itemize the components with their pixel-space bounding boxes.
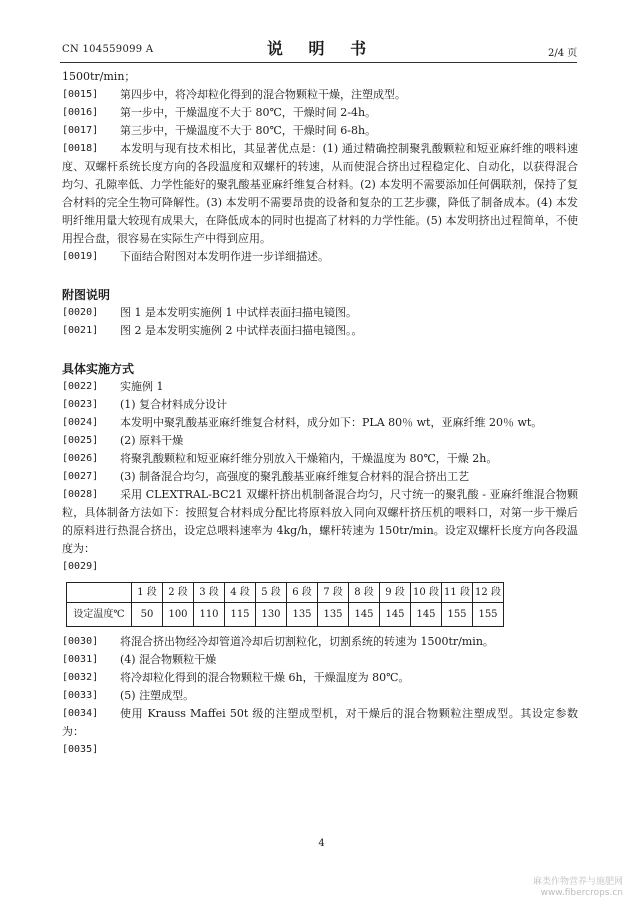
paragraph-number: [0033] bbox=[62, 690, 99, 701]
paragraph-text: 使用 Krauss Maffei 50t 级的注塑成型机，对干燥后的混合物颗粒注塑成型。其设定参数为： bbox=[62, 707, 578, 738]
table-segment-header: 9 段 bbox=[380, 583, 411, 603]
paragraph bbox=[62, 378, 578, 396]
paragraph bbox=[62, 741, 578, 759]
table-temperature-value: 50 bbox=[132, 603, 163, 627]
publication-number: CN 104559099 A bbox=[62, 44, 154, 55]
section-heading-embodiments: 具体实施方式 bbox=[62, 362, 135, 376]
paragraph-number: [0017] bbox=[62, 125, 99, 136]
paragraph bbox=[62, 396, 578, 414]
paragraph-group-a bbox=[62, 86, 578, 266]
paragraph-number: [0032] bbox=[62, 672, 99, 683]
table-segment-header: 4 段 bbox=[225, 583, 256, 603]
watermark-line: www.fibercrops.cn bbox=[540, 888, 623, 898]
paragraph bbox=[62, 705, 578, 741]
paragraph-number: [0020] bbox=[62, 307, 99, 318]
page-number: 4 bbox=[318, 838, 325, 849]
table-header-row bbox=[67, 583, 504, 603]
table-segment-header: 11 段 bbox=[442, 583, 473, 603]
paragraph bbox=[62, 450, 578, 468]
table-temperature-value: 145 bbox=[349, 603, 380, 627]
paragraph-number: [0024] bbox=[62, 417, 99, 428]
paragraph bbox=[62, 122, 578, 140]
table-row-label: 设定温度℃ bbox=[67, 603, 132, 627]
paragraph bbox=[62, 322, 578, 340]
paragraph-number: [0022] bbox=[62, 381, 99, 392]
table-temperature-value: 130 bbox=[256, 603, 287, 627]
paragraph-number: [0018] bbox=[62, 143, 99, 154]
page-indicator: 2/4 页 bbox=[548, 48, 578, 59]
paragraph-text bbox=[62, 558, 578, 576]
paragraph-text: (1) 复合材料成分设计 bbox=[120, 398, 228, 411]
paragraph-text: (3) 制备混合均匀，高强度的聚乳酸基亚麻纤维复合材料的混合挤出工艺 bbox=[120, 470, 470, 483]
paragraph-text: 本发明中聚乳酸基亚麻纤维复合材料，成分如下：PLA 80％ wt，亚麻纤维 20％ wt。 bbox=[120, 416, 543, 429]
paragraph bbox=[62, 432, 578, 450]
paragraph-text: 本发明与现有技术相比，其显著优点是：(1) 通过精确控制聚乳酸颗粒和短亚麻纤维的喂料速度、双螺杆系统长度方向的各段温度和双螺杆的转速，从而使混合挤出过程稳定化、自动化，以获得混合均匀、孔隙率低、力学性能好的聚乳酸基亚麻纤维复合材料。(2) 本发明不需要添加任何偶联剂，保持了复合材料的完全生物可降解性。(3) 本发明不需要昂贵的设备和复杂的工艺步骤，降低了制备成本。(4) 本发明纤维用量大较现有成果大，在降低成本的同时也提高了材料的力学性能。(5) 本发明挤出过程简单，不使用捏合盘，很容易在实际生产中得到应用。 bbox=[62, 142, 578, 245]
paragraph-text: (5) 注塑成型。 bbox=[120, 689, 195, 702]
table-segment-header: 5 段 bbox=[256, 583, 287, 603]
paragraph bbox=[62, 651, 578, 669]
table-corner-cell bbox=[67, 583, 132, 603]
document-body bbox=[62, 68, 578, 759]
paragraph-number: [0030] bbox=[62, 636, 99, 647]
section-heading-figures: 附图说明 bbox=[62, 288, 111, 302]
paragraph-text: 将冷却粒化得到的混合物颗粒干燥 6h，干燥温度为 80℃。 bbox=[120, 671, 410, 684]
paragraph-number: [0031] bbox=[62, 654, 99, 665]
paragraph-text bbox=[62, 741, 578, 759]
paragraph-text: 图 1 是本发明实施例 1 中试样表面扫描电镜图。 bbox=[120, 306, 357, 319]
paragraph-text: 将混合挤出物经冷却管道冷却后切割粒化，切割系统的转速为 1500tr/min。 bbox=[120, 635, 494, 648]
continuation-line: 1500tr/min； bbox=[62, 70, 136, 83]
paragraph-number: [0015] bbox=[62, 89, 99, 100]
table-temperature-value: 100 bbox=[163, 603, 194, 627]
paragraph-text: 第一步中，干燥温度不大于 80℃，干燥时间 2-4h。 bbox=[120, 106, 377, 119]
paragraph bbox=[62, 414, 578, 432]
table-segment-header: 7 段 bbox=[318, 583, 349, 603]
watermark-text bbox=[533, 877, 623, 899]
paragraph bbox=[62, 633, 578, 651]
paragraph-number: [0035] bbox=[62, 744, 99, 755]
table-temperature-value: 155 bbox=[442, 603, 473, 627]
table-temperature-value: 135 bbox=[287, 603, 318, 627]
paragraph-number: [0023] bbox=[62, 399, 99, 410]
table-segment-header: 10 段 bbox=[411, 583, 442, 603]
page-header bbox=[0, 0, 643, 70]
document-title: 说 明 书 bbox=[266, 39, 377, 58]
header-rule bbox=[60, 62, 577, 63]
table-temperature-value: 145 bbox=[380, 603, 411, 627]
table-segment-header: 2 段 bbox=[163, 583, 194, 603]
paragraph bbox=[62, 86, 578, 104]
paragraph-group-d bbox=[62, 633, 578, 759]
paragraph bbox=[62, 104, 578, 122]
table-temperature-value: 145 bbox=[411, 603, 442, 627]
temperature-table bbox=[66, 582, 504, 627]
paragraph-text: 第四步中，将冷却粒化得到的混合物颗粒干燥，注塑成型。 bbox=[120, 88, 406, 101]
paragraph-text: 将聚乳酸颗粒和短亚麻纤维分别放入干燥箱内，干燥温度为 80℃，干燥 2h。 bbox=[120, 452, 498, 465]
paragraph-text: 实施例 1 bbox=[120, 380, 164, 393]
table-segment-header: 12 段 bbox=[473, 583, 504, 603]
watermark-line: 麻类作物营养与施肥网 bbox=[532, 877, 623, 887]
table-segment-header: 1 段 bbox=[132, 583, 163, 603]
table-segment-header: 3 段 bbox=[194, 583, 225, 603]
paragraph-number: [0026] bbox=[62, 453, 99, 464]
paragraph bbox=[62, 468, 578, 486]
table-segment-header: 8 段 bbox=[349, 583, 380, 603]
watermark-lines bbox=[533, 877, 623, 899]
paragraph bbox=[62, 558, 578, 576]
paragraph bbox=[62, 304, 578, 322]
paragraph bbox=[62, 486, 578, 558]
paragraph-group-c bbox=[62, 378, 578, 576]
table-temperature-value: 115 bbox=[225, 603, 256, 627]
paragraph-number: [0034] bbox=[62, 708, 99, 719]
paragraph bbox=[62, 669, 578, 687]
paragraph-text: 采用 CLEXTRAL-BC21 双螺杆挤出机制备混合均匀，尺寸统一的聚乳酸 - 亚麻纤维混合物颗粒，具体制备方法如下：按照复合材料成分配比将原料放入同向双螺杆挤压机的喂料口，对第一步干燥后的原料进行热混合挤出，设定总喂料速率为 4kg/h，螺杆转速为 150tr/min。设定双螺杆长度方向各段温度为： bbox=[62, 488, 578, 555]
paragraph-number: [0027] bbox=[62, 471, 99, 482]
paragraph bbox=[62, 248, 578, 266]
table-value-row bbox=[67, 603, 504, 627]
paragraph-number: [0029] bbox=[62, 561, 99, 572]
table-temperature-value: 135 bbox=[318, 603, 349, 627]
paragraph-text: 下面结合附图对本发明作进一步详细描述。 bbox=[120, 250, 329, 263]
paragraph bbox=[62, 687, 578, 705]
paragraph-text: 图 2 是本发明实施例 2 中试样表面扫描电镜图。。 bbox=[120, 324, 363, 337]
table-temperature-value: 155 bbox=[473, 603, 504, 627]
paragraph-number: [0019] bbox=[62, 251, 99, 262]
paragraph bbox=[62, 140, 578, 248]
paragraph-group-b bbox=[62, 304, 578, 340]
paragraph-number: [0021] bbox=[62, 325, 99, 336]
paragraph-number: [0016] bbox=[62, 107, 99, 118]
table-temperature-value: 110 bbox=[194, 603, 225, 627]
paragraph-text: (4) 混合物颗粒干燥 bbox=[120, 653, 217, 666]
paragraph-number: [0025] bbox=[62, 435, 99, 446]
paragraph-text: (2) 原料干燥 bbox=[120, 434, 184, 447]
table-segment-header: 6 段 bbox=[287, 583, 318, 603]
paragraph-text: 第三步中，干燥温度不大于 80℃，干燥时间 6-8h。 bbox=[120, 124, 377, 137]
paragraph-number: [0028] bbox=[62, 489, 99, 500]
